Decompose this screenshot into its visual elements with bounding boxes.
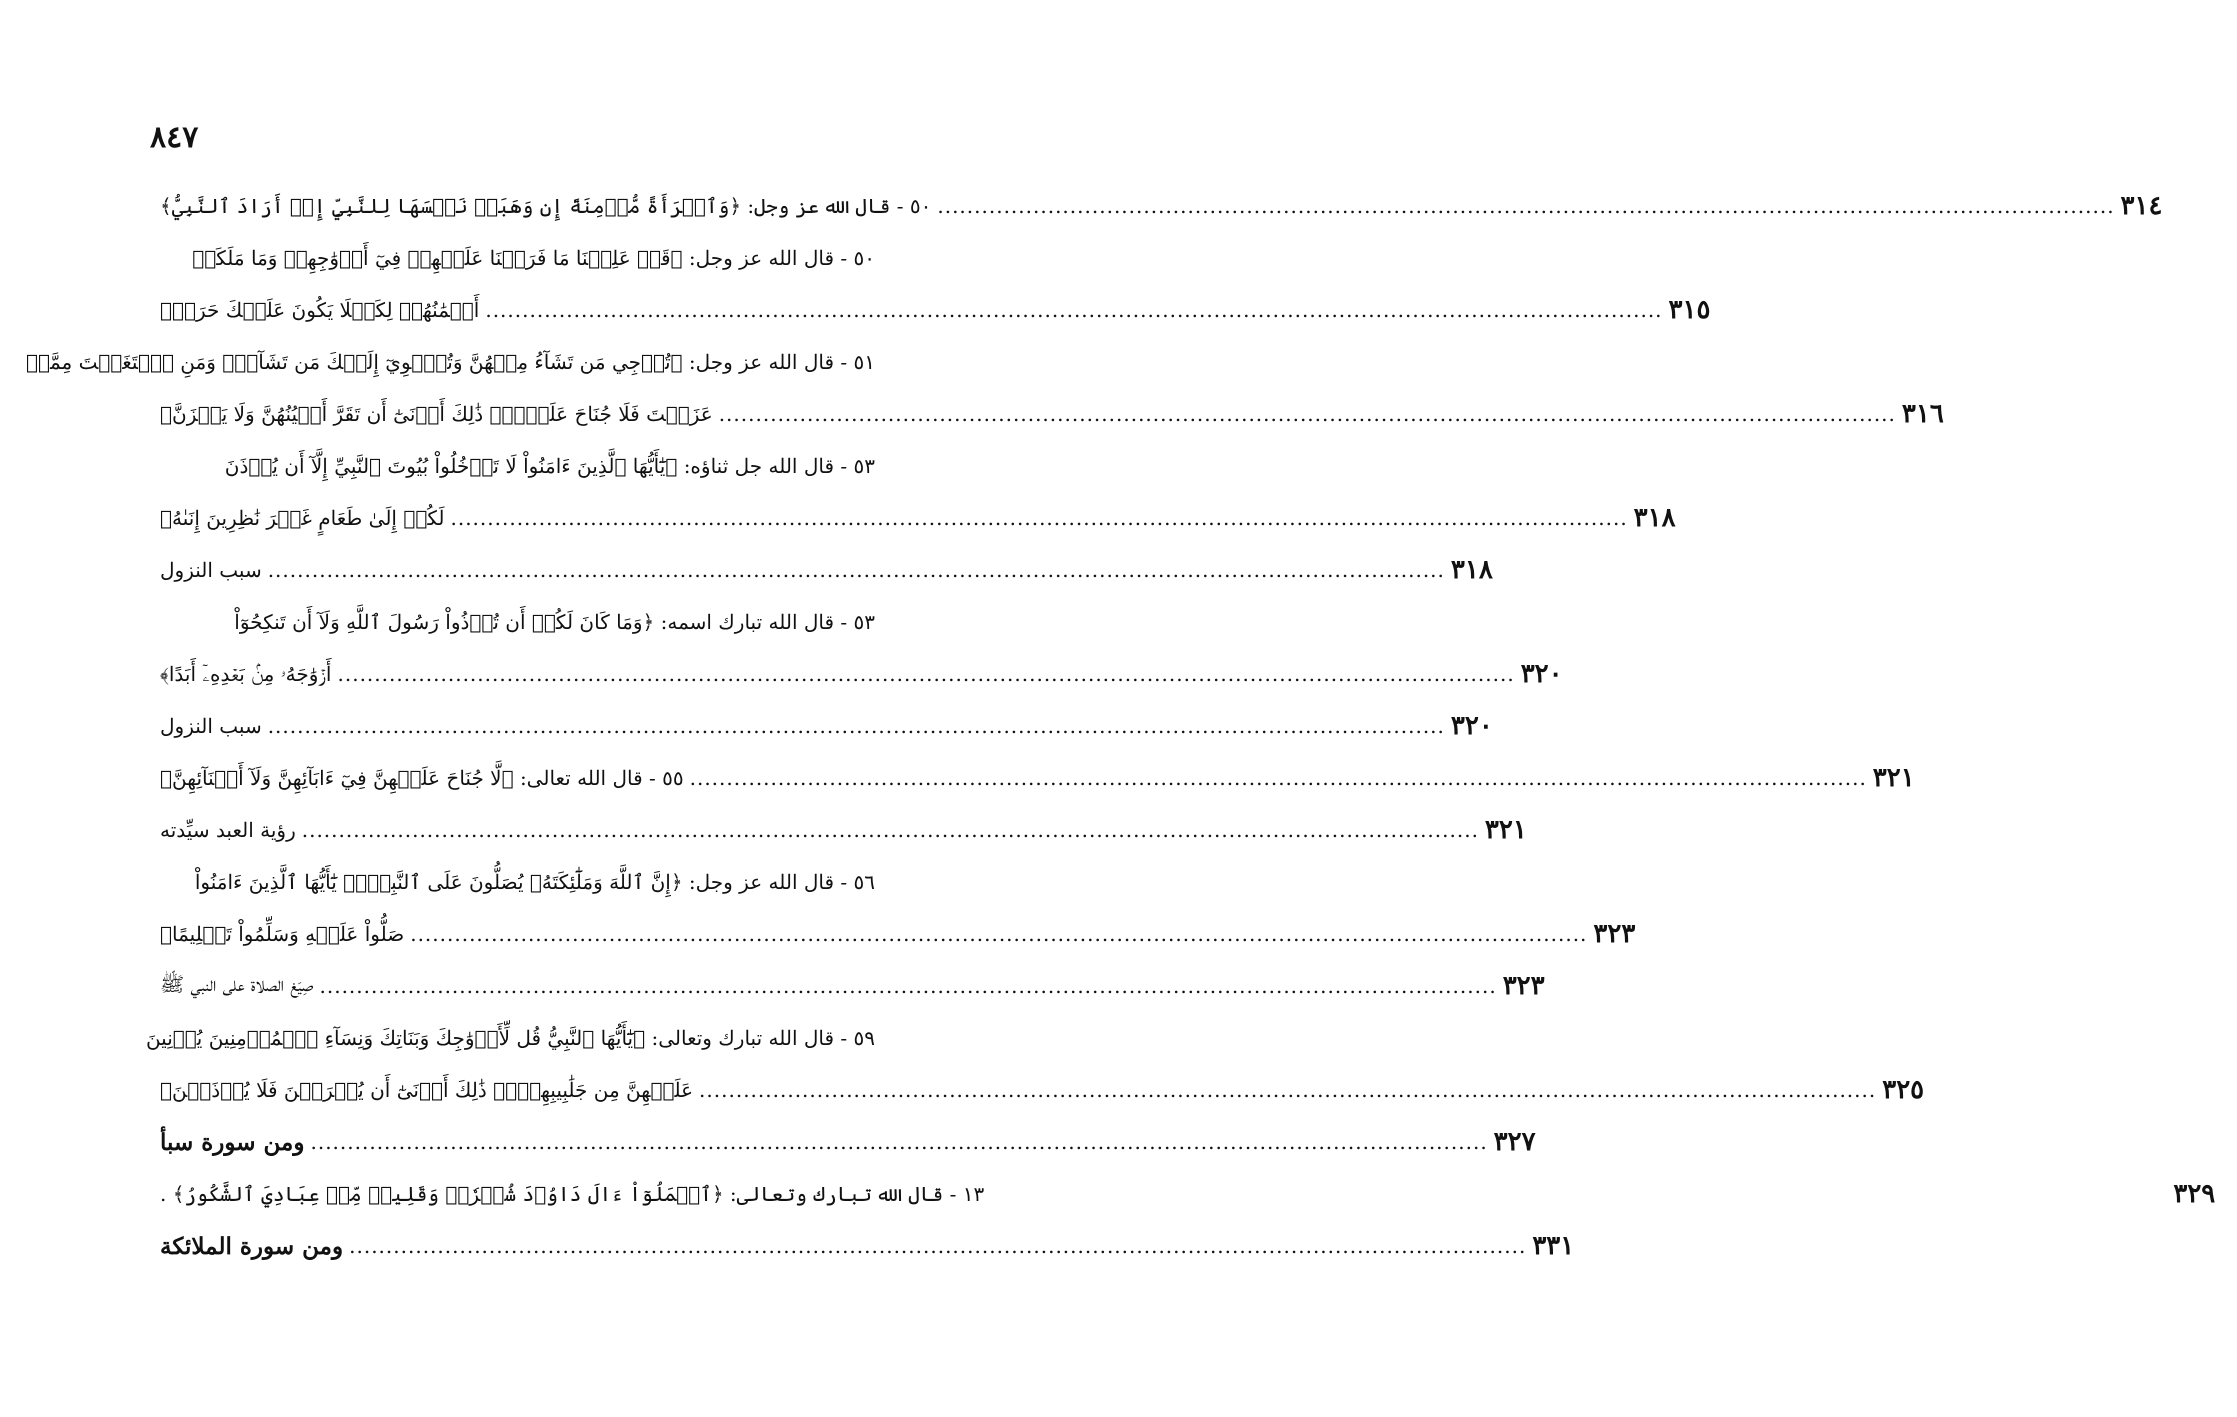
toc-page-number: ٣٢٣ xyxy=(1593,919,1636,949)
toc-entry-text: صِيَغ الصلاة على النبي ﷺ xyxy=(160,971,314,996)
dot-leader xyxy=(302,818,1479,842)
toc-entry-text: ومن سورة الملائكة xyxy=(160,1232,344,1260)
toc-page-number: ٣١٥ xyxy=(1668,295,1711,325)
table-of-contents xyxy=(25,180,2216,1272)
toc-entry-text: رؤية العبد سيِّدته xyxy=(160,818,296,842)
toc-entry-text: سبب النزول xyxy=(160,558,262,582)
dot-leader xyxy=(268,714,1445,738)
toc-entry xyxy=(160,544,1493,596)
toc-page-number: ٣١٨ xyxy=(1633,503,1676,533)
toc-entry xyxy=(160,960,1545,1012)
dot-leader xyxy=(410,922,1587,946)
dot-leader xyxy=(485,298,1662,322)
toc-page-number: ٣٢٩ xyxy=(2173,1179,2216,1209)
toc-entry-text: عَزَلۡتَ فَلَا جُنَاحَ عَلَيۡكَۚ ذَٰلِكَ أَدۡنَىٰٓ أَن تَقَرَّ أَعۡيُنُهُنَّ وَلَا يَحۡزَنَّ﴾ xyxy=(160,402,713,426)
toc-entry xyxy=(160,284,1711,336)
dot-leader xyxy=(937,194,2114,218)
toc-page-number: ٣٢٠ xyxy=(1450,711,1493,741)
toc-entry xyxy=(160,492,1676,544)
toc-entry-text: أَزۡوَٰجَهُۥ مِنۢ بَعۡدِهِۦٓ أَبَدًا﴾ xyxy=(160,662,332,686)
toc-entry-text: لَكُمۡ إِلَىٰ طَعَامٍ غَيۡرَ نَٰظِرِينَ إِنَىٰهُ﴾ xyxy=(160,506,445,530)
toc-entry-text: ٥٣ - قال الله جل ثناؤه: ﴿يَٰٓأَيُّهَا ٱلَّذِينَ ءَامَنُواْ لَا تَدۡخُلُواْ بُيُوتَ ٱلنَّبِيِّ إِلَّآ أَن يُؤۡذَنَ xyxy=(224,454,875,478)
toc-entry xyxy=(160,388,1944,440)
dot-leader xyxy=(450,506,1627,530)
toc-entry xyxy=(160,648,1563,700)
toc-entry xyxy=(160,1064,1925,1116)
toc-entry xyxy=(160,596,875,648)
dot-leader xyxy=(349,1234,1526,1258)
dot-leader xyxy=(690,766,1867,790)
toc-entry-text: ٥١ - قال الله عز وجل: ﴿تُرۡجِي مَن تَشَآءُ مِنۡهُنَّ وَتُـٔۡوِيٓ إِلَيۡكَ مَن تَشَآءُۖ وَمَنِ ٱبۡتَغَيۡتَ مِمَّنۡ xyxy=(25,350,875,374)
toc-entry-text: ١٣ - قال الله تبارك وتعالى: ﴿ٱعۡمَلُوٓاْ ءَالَ دَاوُۥدَ شُكۡرٗاۚ وَقَلِيلٞ مِّنۡ عِبَادِيَ ٱلشَّكُورُ﴾ . xyxy=(160,1182,985,1206)
toc-entry xyxy=(160,856,875,908)
toc-page-number: ٣٢٥ xyxy=(1882,1075,1925,1105)
toc-heading xyxy=(160,1116,1536,1168)
dot-leader xyxy=(268,558,1445,582)
toc-entry-text: سبب النزول xyxy=(160,714,262,738)
toc-entry xyxy=(25,336,875,388)
toc-entry-text: عَلَيۡهِنَّ مِن جَلَٰبِيبِهِنَّۚ ذَٰلِكَ أَدۡنَىٰٓ أَن يُعۡرَفۡنَ فَلَا يُؤۡذَيۡنَ﴾ xyxy=(160,1078,694,1102)
toc-entry-text: ٥٠ - قال الله عز وجل: ﴿وَٱمۡرَأَةً مُّؤۡمِنَةً إِن وَهَبَتۡ نَفۡسَهَا لِلنَّبِيِّ إِنۡ أَرَادَ ٱلنَّبِيُّ﴾ xyxy=(160,194,932,218)
toc-entry xyxy=(160,180,2163,232)
dot-leader xyxy=(699,1078,1876,1102)
toc-entry xyxy=(145,1012,875,1064)
toc-entry-text: ٥٦ - قال الله عز وجل: ﴿إِنَّ ٱللَّهَ وَمَلَٰٓئِكَتَهُۥ يُصَلُّونَ عَلَى ٱلنَّبِيِّۚ يَٰٓأَيُّهَا ٱلَّذِينَ ءَامَنُواْ xyxy=(194,870,875,894)
toc-entry xyxy=(160,804,1527,856)
toc-page-number: ٣١٦ xyxy=(1901,399,1944,429)
toc-entry xyxy=(160,440,875,492)
toc-entry xyxy=(160,908,1636,960)
toc-entry xyxy=(160,752,1915,804)
toc-entry-text: أَيۡمَٰنُهُمۡ لِكَيۡلَا يَكُونَ عَلَيۡكَ حَرَجٞ﴾ xyxy=(160,298,480,322)
dot-leader xyxy=(338,662,1515,686)
toc-page-number: ٣٢٧ xyxy=(1493,1127,1536,1157)
toc-entry xyxy=(160,1168,2216,1220)
toc-page-number: ٣٢٠ xyxy=(1520,659,1563,689)
page-number: ٨٤٧ xyxy=(150,120,199,155)
dot-leader xyxy=(719,402,1896,426)
toc-entry-text: ٥٩ - قال الله تبارك وتعالى: ﴿يَٰٓأَيُّهَا ٱلنَّبِيُّ قُل لِّأَزۡوَٰجِكَ وَبَنَاتِكَ وَنِسَآءِ ٱلۡمُؤۡمِنِينَ يُدۡنِينَ xyxy=(145,1026,875,1050)
toc-entry-text: ٥٣ - قال الله تبارك اسمه: ﴿وَمَا كَانَ لَكُمۡ أَن تُؤۡذُواْ رَسُولَ ٱللَّهِ وَلَآ أَن تَنكِحُوٓاْ xyxy=(234,610,875,634)
toc-page-number: ٣٢١ xyxy=(1484,815,1527,845)
dot-leader xyxy=(310,1130,1487,1154)
toc-page-number: ٣٣١ xyxy=(1532,1231,1575,1261)
toc-entry-text: صَلُّواْ عَلَيۡهِ وَسَلِّمُواْ تَسۡلِيمًا﴾ xyxy=(160,922,405,946)
toc-heading xyxy=(160,1220,1575,1272)
dot-leader xyxy=(320,974,1497,998)
toc-page-number: ٣١٤ xyxy=(2120,191,2163,221)
toc-entry xyxy=(160,232,875,284)
toc-entry xyxy=(160,700,1493,752)
toc-entry-text: ومن سورة سبأ xyxy=(160,1128,305,1156)
toc-page-number: ٣١٨ xyxy=(1450,555,1493,585)
toc-page-number: ٣٢١ xyxy=(1872,763,1915,793)
toc-page-number: ٣٢٣ xyxy=(1502,971,1545,1001)
toc-entry-text: ٥٥ - قال الله تعالى: ﴿لَّا جُنَاحَ عَلَيۡهِنَّ فِيٓ ءَابَآئِهِنَّ وَلَآ أَبۡنَآئِهِنَّ﴾ xyxy=(160,766,684,790)
toc-entry-text: ٥٠ - قال الله عز وجل: ﴿قَدۡ عَلِمۡنَا مَا فَرَضۡنَا عَلَيۡهِمۡ فِيٓ أَزۡوَٰجِهِمۡ وَمَا مَلَكَتۡ xyxy=(192,246,875,270)
